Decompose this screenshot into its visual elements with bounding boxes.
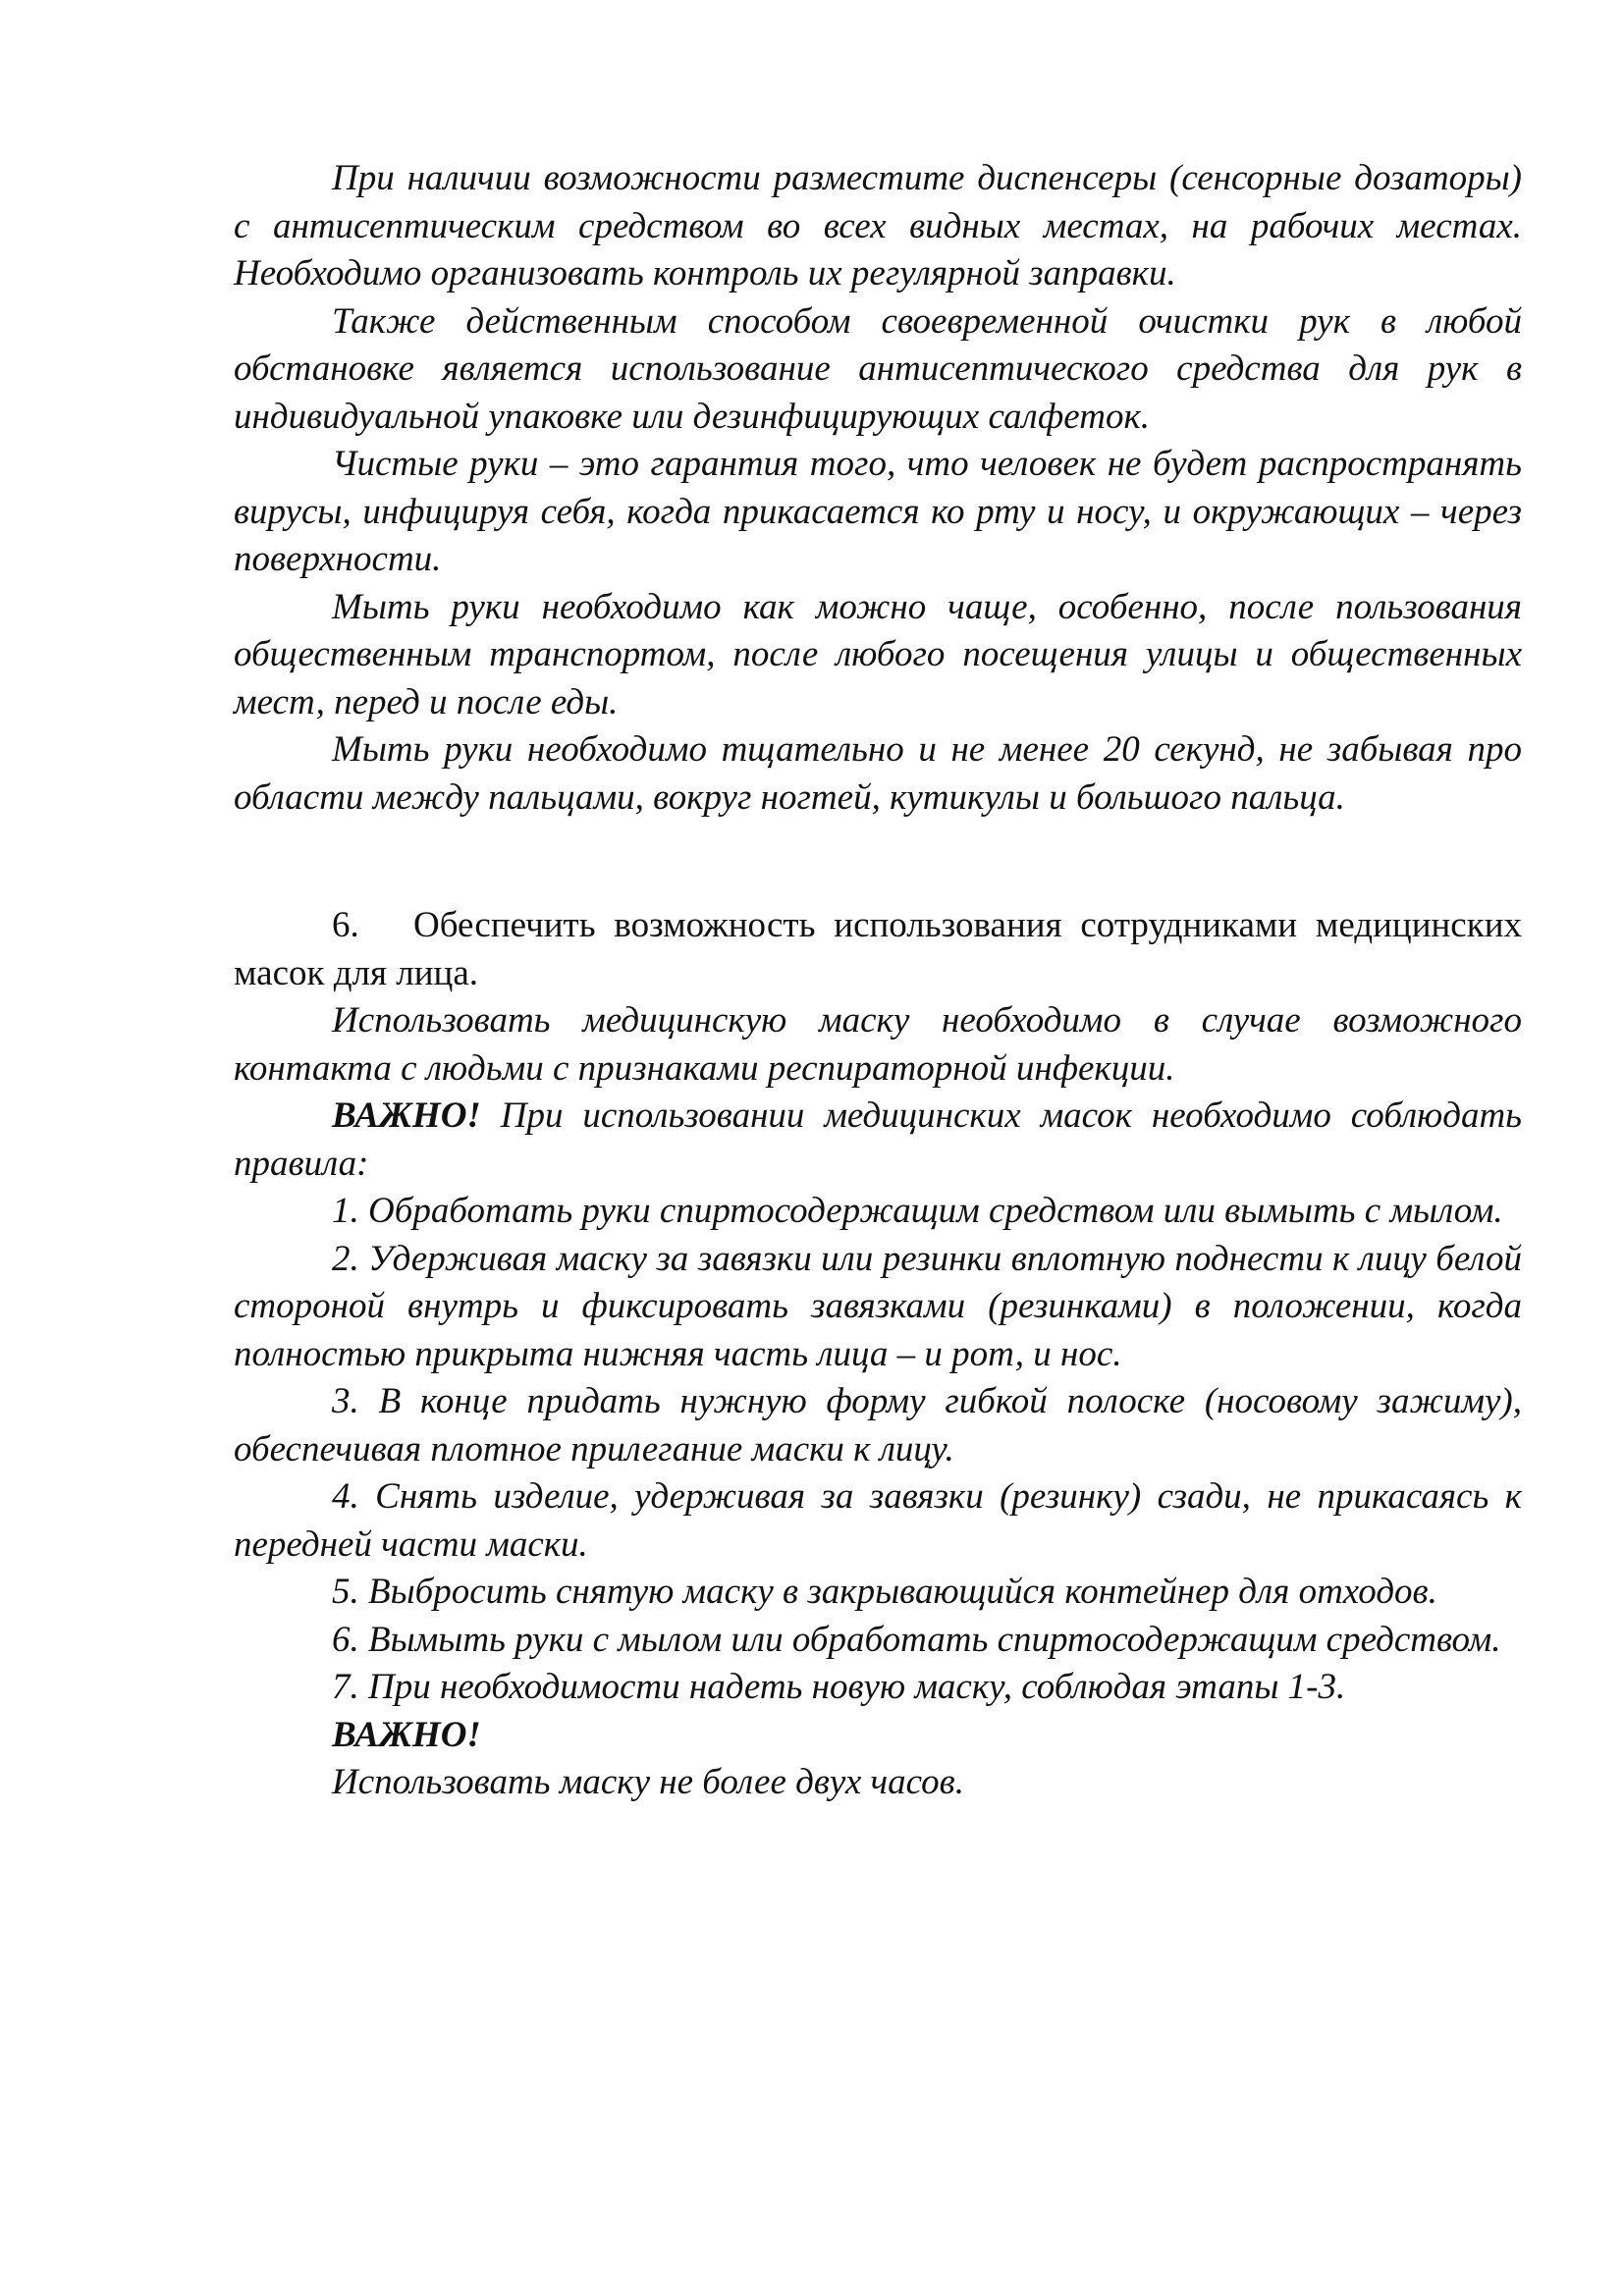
section-heading-text: Обеспечить возможность использования сотрудниками медицинских масок для лица. bbox=[234, 905, 1522, 993]
section-number: 6. bbox=[332, 905, 359, 945]
document-page bbox=[234, 155, 1522, 1807]
rule-item: 6. Вымыть руки с мылом или обработать спиртосодержащим средством. bbox=[332, 1619, 1501, 1660]
paragraph-mask-usage: Использовать медицинскую маску необходимо в случае возможного контакта с людьми с признаками респираторной инфекции. bbox=[234, 1000, 1522, 1089]
important-label-2-line bbox=[234, 1712, 1522, 1760]
rule-item: 3. В конце придать нужную форму гибкой полоске (носовому зажиму), обеспечивая плотное прилегание маски к лицу. bbox=[234, 1381, 1522, 1469]
section-6-heading bbox=[234, 902, 1522, 997]
paragraph-important-rules bbox=[234, 1093, 1522, 1188]
paragraph-wash-thoroughly: Мыть руки необходимо тщательно и не менее 20 секунд, не забывая про области между пальцами, вокруг ногтей, кутикулы и большого пальца. bbox=[234, 729, 1522, 818]
paragraph-antiseptic: Также действенным способом своевременной очистки рук в любой обстановке является использование антисептического средства для рук в индивидуальной упаковке или дезинфицирующих салфеток. bbox=[234, 300, 1522, 437]
important-text: При использовании медицинских масок необходимо соблюдать правила: bbox=[234, 1095, 1522, 1184]
rule-item: 4. Снять изделие, удерживая за завязки (резинку) сзади, не прикасаясь к передней части маски. bbox=[234, 1476, 1522, 1565]
rule-item: 5. Выбросить снятую маску в закрывающийся контейнер для отходов. bbox=[332, 1572, 1437, 1612]
important-label-2: ВАЖНО! bbox=[332, 1714, 481, 1755]
paragraph-dispensers: При наличии возможности разместите диспенсеры (сенсорные дозаторы) с антисептическим средством во всех видных местах, на рабочих местах. Необходимо организовать контроль их регулярной заправки. bbox=[234, 158, 1522, 294]
section-spacer bbox=[234, 822, 1522, 902]
rule-item: 7. При необходимости надеть новую маску, соблюдая этапы 1-3. bbox=[332, 1667, 1346, 1707]
rule-item: 2. Удерживая маску за завязки или резинки вплотную поднести к лицу белой стороной внутрь и фиксировать завязками (резинками) в положении, когда полностью прикрыта нижняя часть лица – и рот, и нос. bbox=[234, 1238, 1522, 1374]
paragraph-clean-hands: Чистые руки – это гарантия того, что человек не будет распространять вирусы, инфицируя себя, когда прикасается ко рту и носу, и окружающих – через поверхности. bbox=[234, 444, 1522, 579]
important-label: ВАЖНО! bbox=[332, 1095, 481, 1136]
rule-item: 1. Обработать руки спиртосодержащим средством или вымыть с мылом. bbox=[332, 1191, 1503, 1231]
paragraph-final-note: Использовать маску не более двух часов. bbox=[332, 1762, 964, 1802]
paragraph-wash-often: Мыть руки необходимо как можно чаще, особенно, после пользования общественным транспортом, после любого посещения улицы и общественных мест, перед и после еды. bbox=[234, 586, 1522, 722]
